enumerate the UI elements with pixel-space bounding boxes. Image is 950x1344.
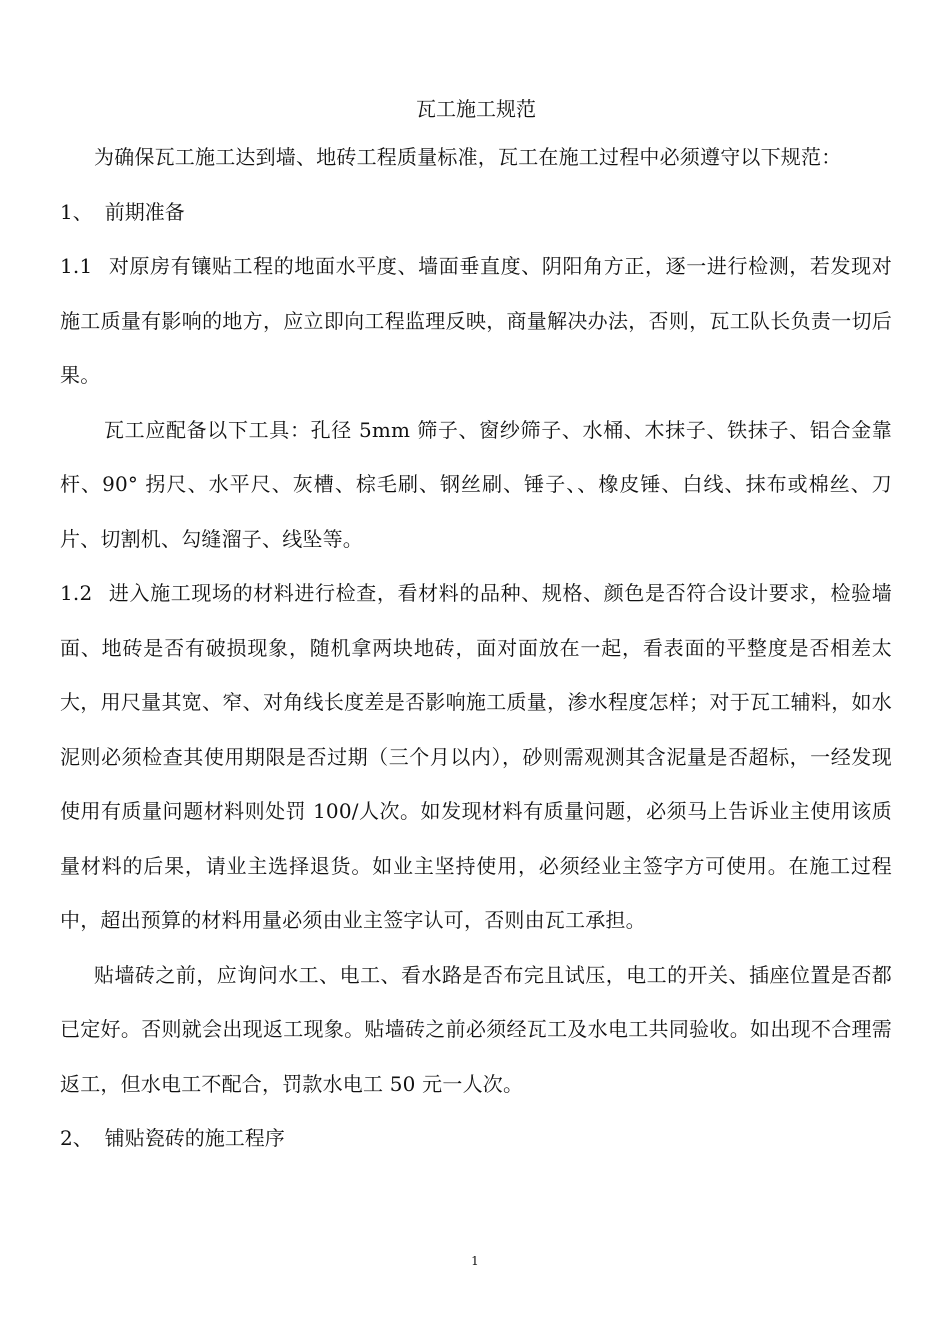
section-1-title: 前期准备 bbox=[104, 199, 185, 224]
section-2-heading bbox=[60, 1111, 892, 1166]
item-1-1-paragraph bbox=[60, 239, 892, 403]
tools-paragraph: 瓦工应配备以下工具：孔径 5mm 筛子、窗纱筛子、水桶、木抹子、铁抹子、铝合金靠杆、90° 拐尺、水平尺、灰槽、棕毛刷、钢丝刷、锤子、、橡皮锤、白线、抹布或棉丝、刀片、切割机、勾缝溜子、线坠等。 bbox=[60, 417, 892, 551]
document-title: 瓦工施工规范 bbox=[416, 97, 536, 121]
section-1-heading bbox=[60, 185, 892, 240]
section-2-title: 铺贴瓷砖的施工程序 bbox=[104, 1126, 285, 1150]
intro-paragraph: 为确保瓦工施工达到墙、地砖工程质量标准，瓦工在施工过程中必须遵守以下规范： bbox=[94, 145, 842, 169]
page-number: 1 bbox=[471, 1254, 479, 1268]
wall-tile-paragraph: 贴墙砖之前，应询问水工、电工、看水路是否布完且试压，电工的开关、插座位置是否都已定好。否则就会出现返工现象。贴墙砖之前必须经瓦工及水电工共同验收。如出现不合理需返工，但水电工不配合，罚款水电工 50 元一人次。 bbox=[60, 962, 892, 1096]
item-1-1-text: 对原房有镶贴工程的地面水平度、墙面垂直度、阴阳角方正，逐一进行检测，若发现对施工质量有影响的地方，应立即向工程监理反映，商量解决办法，否则，瓦工队长负责一切后果。 bbox=[60, 254, 892, 387]
item-1-2-text: 进入施工现场的材料进行检查，看材料的品种、规格、颜色是否符合设计要求，检验墙面、地砖是否有破损现象，随机拿两块地砖，面对面放在一起，看表面的平整度是否相差太大，用尺量其宽、窄、对角线长度差是否影响施工质量，渗水程度怎样；对于瓦工辅料，如水泥则必须检查其使用期限是否过期（三个月以内），砂则需观测其含泥量是否超标，一经发现使用有质量问题材料则处罚 100/人次。如发现材料有质量问题，必须马上告诉业主使用该质量材料的后果，请业主选择退货。如业主坚持使用，必须经业主签字方可使用。在施工过程中，超出预算的材料用量必须由业主签字认可，否则由瓦工承担。 bbox=[60, 581, 892, 932]
section-1-number: 1、 bbox=[60, 199, 93, 224]
item-1-2-paragraph bbox=[60, 566, 892, 948]
item-1-2-number: 1.2 bbox=[60, 581, 93, 605]
item-1-1-number: 1.1 bbox=[60, 254, 93, 278]
document-body bbox=[60, 92, 892, 1166]
section-2-number: 2、 bbox=[60, 1126, 93, 1150]
